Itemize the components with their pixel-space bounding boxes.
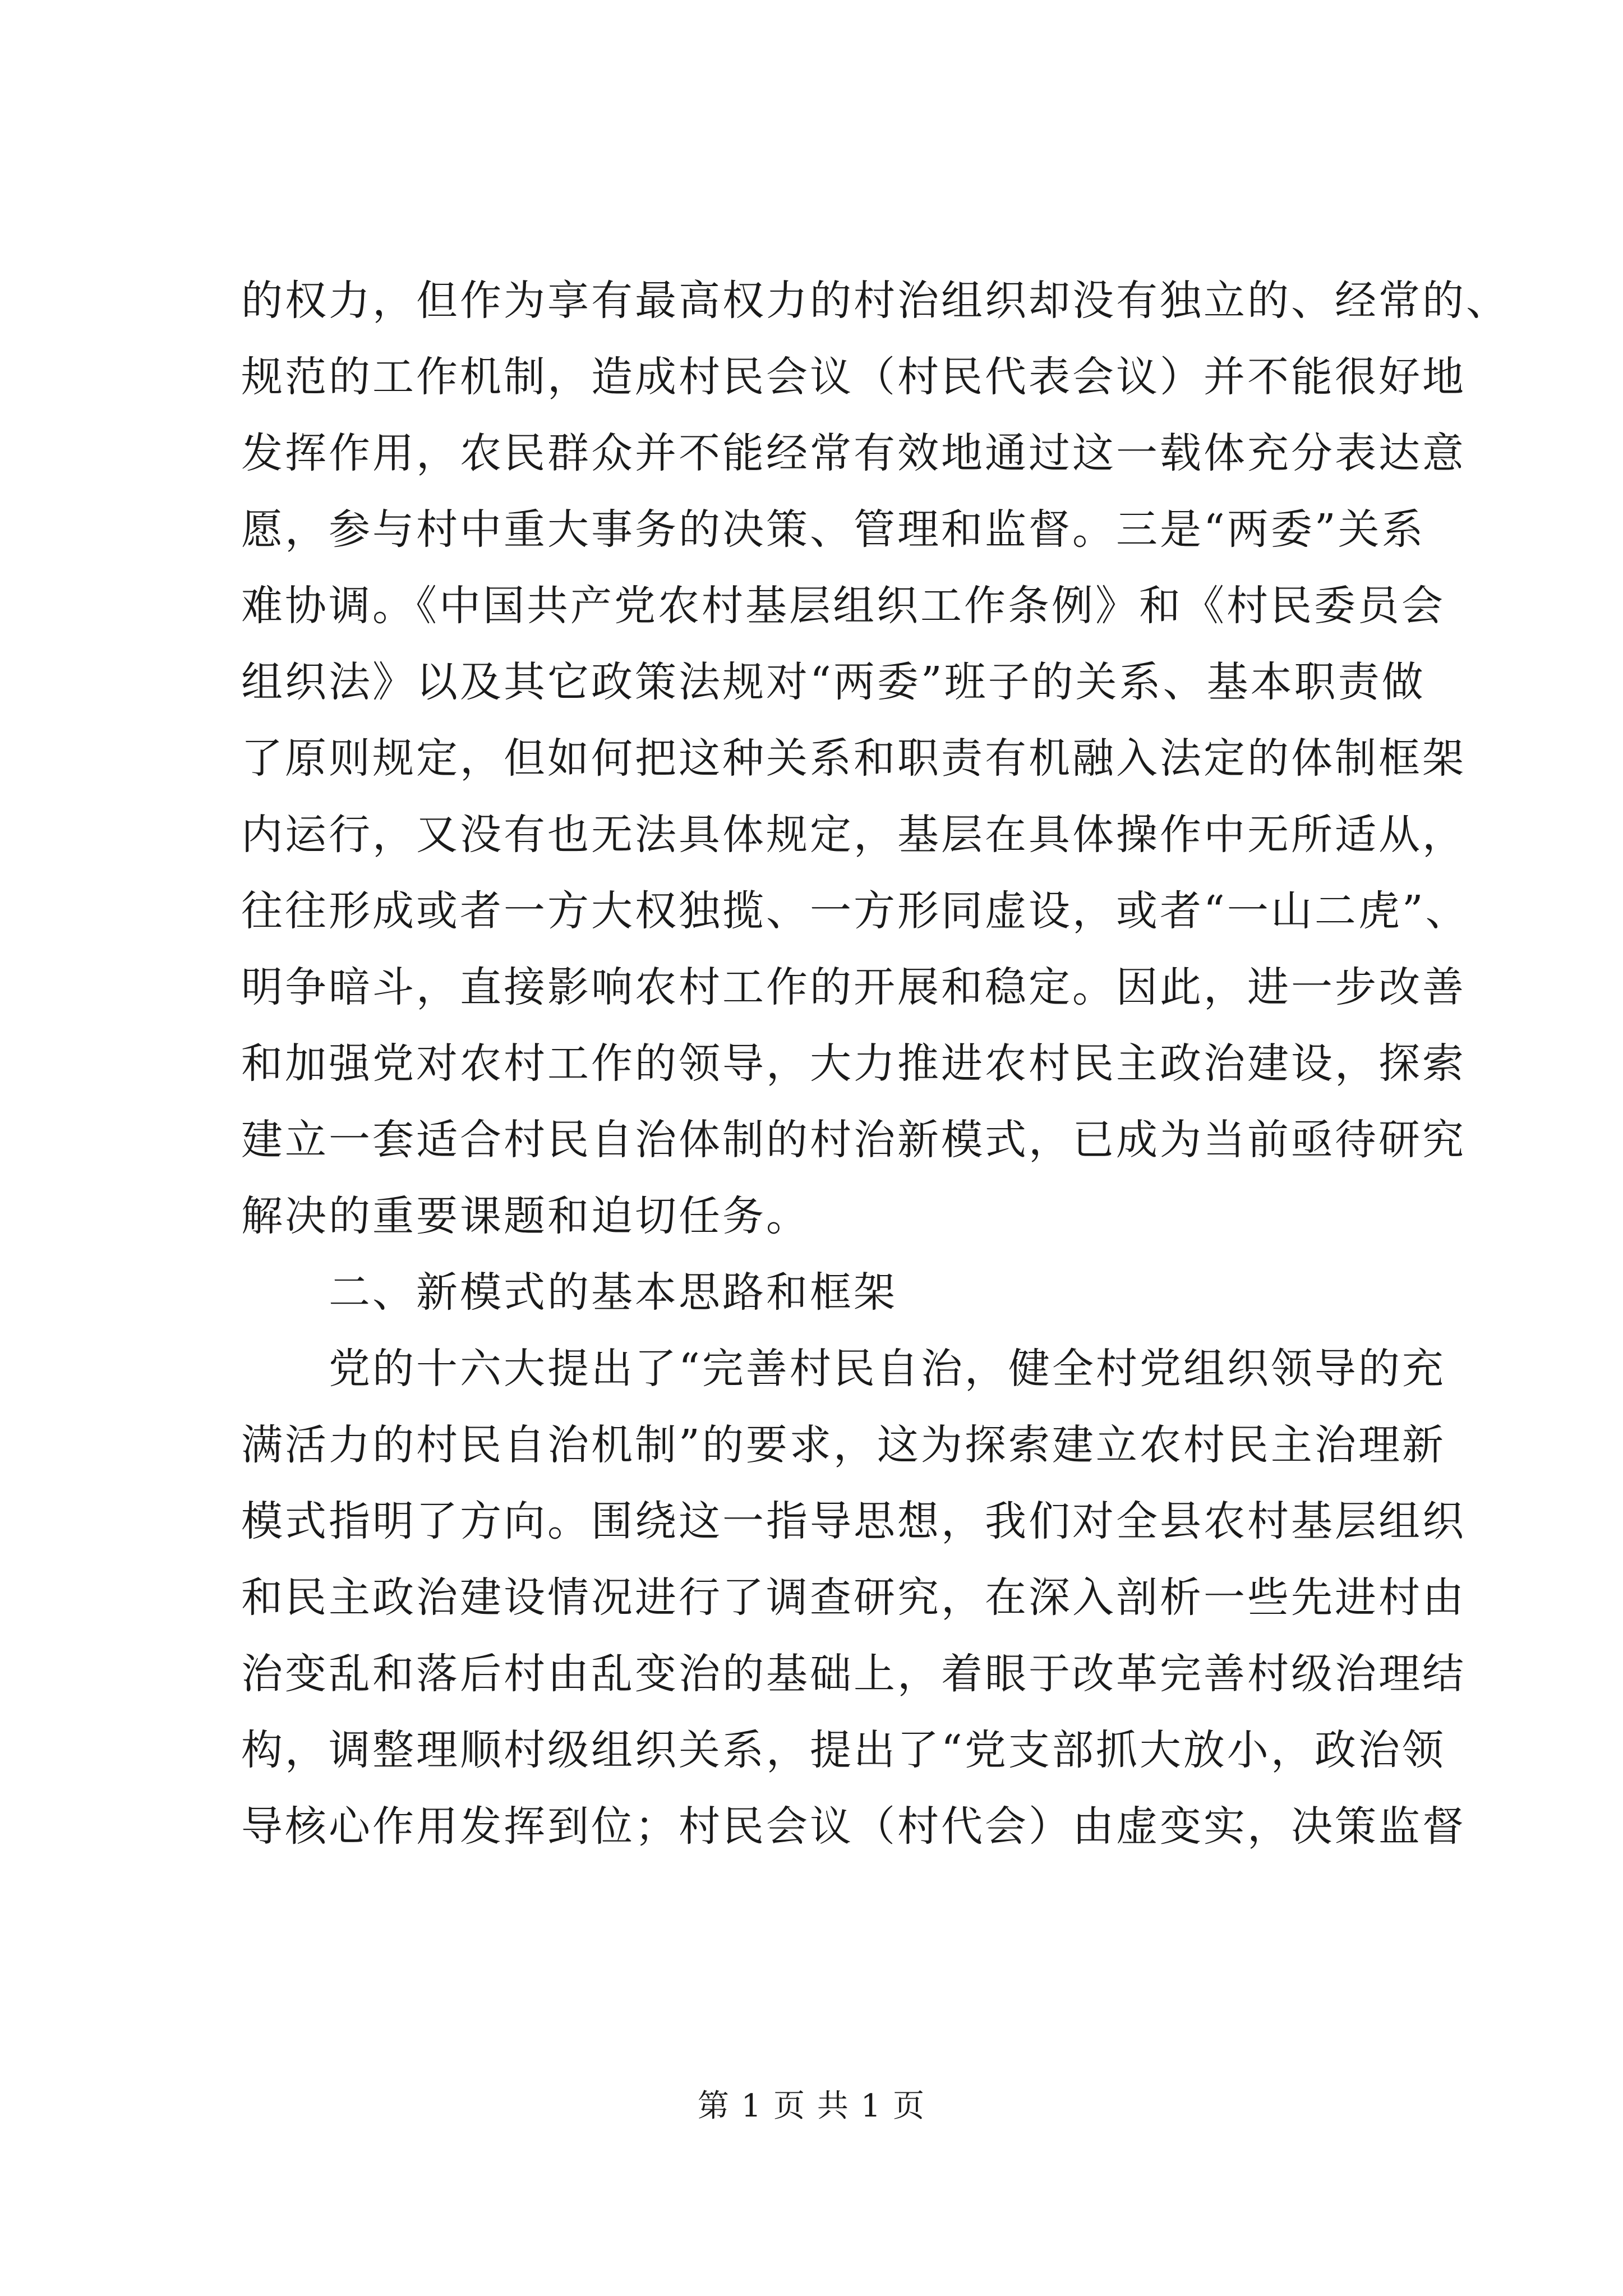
text-line: 了原则规定，但如何把这种关系和职责有机融入法定的体制框架 (241, 734, 1466, 783)
text-line: 往往形成或者一方大权独揽、一方形同虚设，或者“一山二虎”、 (241, 887, 1469, 935)
text-line: 模式指明了方向。围绕这一指导思想，我们对全县农村基层组织 (241, 1497, 1466, 1545)
paragraph-start-line: 党的十六大提出了“完善村民自治，健全村党组织领导的充 (329, 1345, 1446, 1393)
section-heading: 二、新模式的基本思路和框架 (329, 1268, 897, 1317)
text-line: 和加强党对农村工作的领导，大力推进农村民主政治建设，探索 (241, 1039, 1466, 1088)
page-number-label: 第 1 页 共 1 页 (697, 2088, 926, 2124)
text-line: 治变乱和落后村由乱变治的基础上，着眼于改革完善村级治理结 (241, 1650, 1466, 1698)
text-line: 建立一套适合村民自治体制的村治新模式，已成为当前亟待研究 (241, 1116, 1466, 1164)
document-body (241, 263, 1510, 1865)
text-line: 导核心作用发挥到位；村民会议（村代会）由虚变实，决策监督 (241, 1802, 1466, 1851)
text-line: 难协调。《中国共产党农村基层组织工作条例》和《村民委员会 (241, 582, 1445, 630)
text-line: 内运行，又没有也无法具体规定，基层在具体操作中无所适从， (241, 811, 1466, 859)
text-line: 明争暗斗，直接影响农村工作的开展和稳定。因此，进一步改善 (241, 963, 1466, 1011)
page-footer (0, 2087, 1623, 2126)
text-line: 组织法》以及其它政策法规对“两委”班子的关系、基本职责做 (241, 658, 1426, 706)
text-line: 解决的重要课题和迫切任务。 (241, 1192, 810, 1240)
text-line: 发挥作用，农民群众并不能经常有效地通过这一载体充分表达意 (241, 429, 1466, 477)
text-line: 的权力，但作为享有最高权力的村治组织却没有独立的、经常的、 (241, 277, 1510, 325)
text-line: 和民主政治建设情况进行了调查研究，在深入剖析一些先进村由 (241, 1573, 1466, 1622)
text-line: 构，调整理顺村级组织关系，提出了“党支部抓大放小，政治领 (241, 1726, 1446, 1774)
text-line: 愿，参与村中重大事务的决策、管理和监督。三是“两委”关系 (241, 505, 1426, 554)
text-line: 规范的工作机制，造成村民会议（村民代表会议）并不能很好地 (241, 353, 1466, 401)
text-line: 满活力的村民自治机制”的要求，这为探索建立农村民主治理新 (241, 1421, 1446, 1469)
